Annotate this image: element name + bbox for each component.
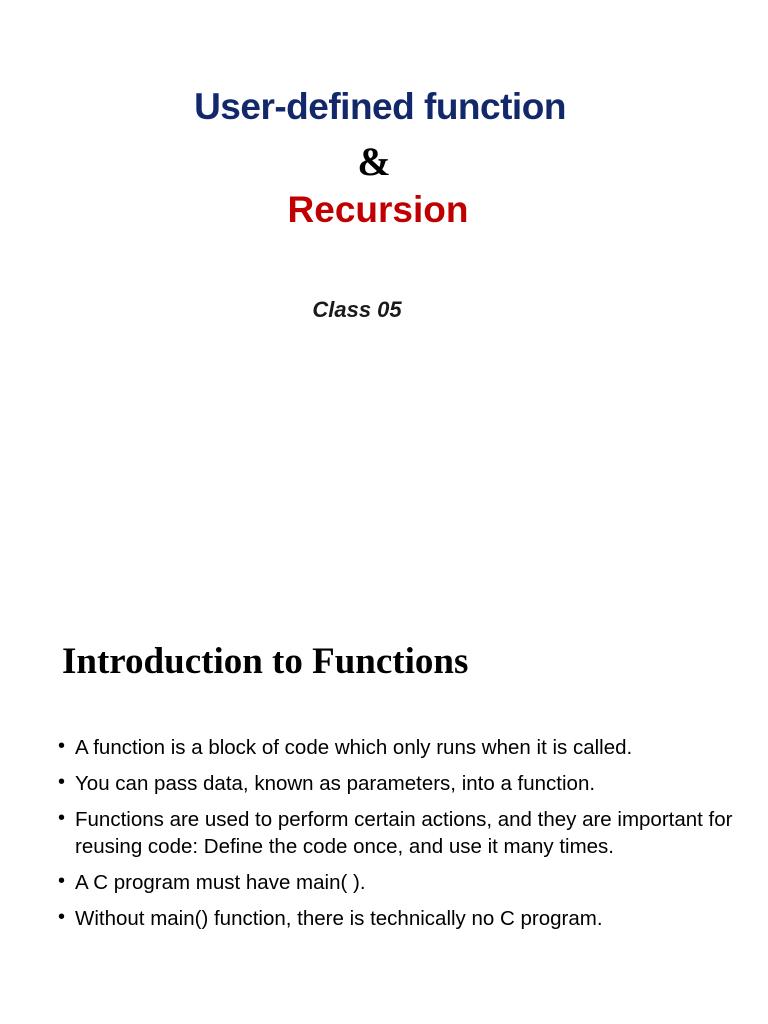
bullet-text: Functions are used to perform certain actions, and they are important for reusing code: Define the code once, and use it many times. xyxy=(75,808,733,858)
bullet-list xyxy=(58,734,748,941)
intro-slide xyxy=(0,600,768,1024)
slide-title: User-defined function xyxy=(194,86,566,127)
slide-subtitle: Recursion xyxy=(287,189,469,230)
section-heading: Introduction to Functions xyxy=(62,641,469,682)
bullet-text: A C program must have main( ). xyxy=(75,871,366,894)
bullet-icon: • xyxy=(58,870,66,892)
title-ampersand: & xyxy=(357,139,391,184)
bullet-icon: • xyxy=(58,735,66,757)
bullet-text: Without main() function, there is technically no C program. xyxy=(75,907,603,930)
class-label: Class 05 xyxy=(312,297,402,322)
bullet-text: You can pass data, known as parameters, into a function. xyxy=(75,772,596,795)
bullet-item xyxy=(58,734,748,761)
bullet-item xyxy=(58,770,748,797)
bullet-icon: • xyxy=(58,906,66,928)
bullet-item xyxy=(58,905,748,932)
bullet-icon: • xyxy=(58,807,66,829)
bullet-item xyxy=(58,806,748,860)
bullet-item xyxy=(58,869,748,896)
bullet-text: A function is a block of code which only runs when it is called. xyxy=(75,736,633,759)
bullet-icon: • xyxy=(58,771,66,793)
